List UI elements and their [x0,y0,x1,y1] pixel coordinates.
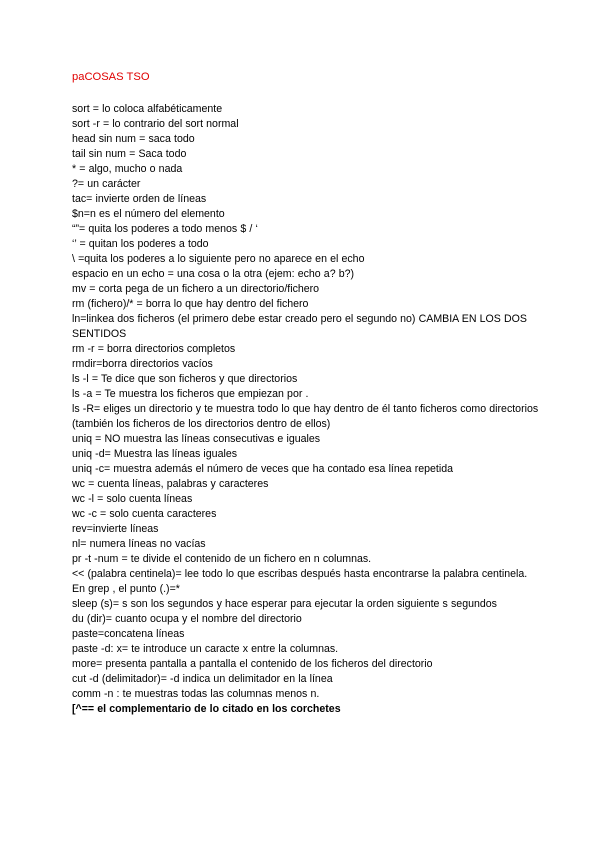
note-line: paste -d: x= te introduce un caracte x entre la columnas. [72,643,339,655]
notes-list [72,102,542,717]
note-line: wc -c = solo cuenta caracteres [72,508,217,520]
note-line: uniq -c= muestra además el número de veces que ha contado esa línea repetida [72,463,453,475]
note-line: ls -l = Te dice que son ficheros y que directorios [72,373,298,385]
note-line: sort -r = lo contrario del sort normal [72,118,239,130]
note-line: En grep , el punto (.)=* [72,583,180,595]
note-line: rm -r = borra directorios completos [72,343,236,355]
note-line: du (dir)= cuanto ocupa y el nombre del directorio [72,613,302,625]
document-title: paCOSAS TSO [72,71,150,83]
note-line: rev=invierte líneas [72,523,159,535]
note-line: ls -R= eliges un directorio y te muestra todo lo que hay dentro de él tanto ficheros como directorios (también los ficheros de los directorios dentro de ellos) [72,403,539,430]
note-line: pr -t -num = te divide el contenido de un fichero en n columnas. [72,553,372,565]
note-line: head sin num = saca todo [72,133,195,145]
note-line: wc = cuenta líneas, palabras y caracteres [72,478,269,490]
note-line: sleep (s)= s son los segundos y hace esperar para ejecutar la orden siguiente s segundos [72,598,497,610]
note-line: $n=n es el número del elemento [72,208,225,220]
note-line: espacio en un echo = una cosa o la otra (ejem: echo a? b?) [72,268,355,280]
note-line: * = algo, mucho o nada [72,163,183,175]
note-line: sort = lo coloca alfabéticamente [72,103,223,115]
document-page [72,70,542,717]
note-line: cut -d (delimitador)= -d indica un delimitador en la línea [72,673,333,685]
note-line: << (palabra centinela)= lee todo lo que escribas después hasta encontrarse la palabra centinela. [72,568,528,580]
note-line: paste=concatena líneas [72,628,185,640]
note-line: rm (fichero)/* = borra lo que hay dentro del fichero [72,298,309,310]
note-line: “”= quita los poderes a todo menos $ / ‘ [72,223,258,235]
note-line: nl= numera líneas no vacías [72,538,206,550]
note-line: [^== el complementario de lo citado en los corchetes [72,703,341,715]
note-line: ?= un carácter [72,178,141,190]
note-line: comm -n : te muestras todas las columnas menos n. [72,688,320,700]
note-line: tac= invierte orden de líneas [72,193,207,205]
note-line: uniq -d= Muestra las líneas iguales [72,448,238,460]
note-line: wc -l = solo cuenta líneas [72,493,193,505]
note-line: rmdir=borra directorios vacíos [72,358,213,370]
note-line: mv = corta pega de un fichero a un directorio/fichero [72,283,320,295]
note-line: tail sin num = Saca todo [72,148,187,160]
note-line: ‘’ = quitan los poderes a todo [72,238,209,250]
note-line: ln=linkea dos ficheros (el primero debe estar creado pero el segundo no) CAMBIA EN LOS DOS SENTIDOS [72,313,527,340]
note-line: uniq = NO muestra las líneas consecutivas e iguales [72,433,321,445]
note-line: more= presenta pantalla a pantalla el contenido de los ficheros del directorio [72,658,433,670]
note-line: ls -a = Te muestra los ficheros que empiezan por . [72,388,309,400]
note-line: \ =quita los poderes a lo siguiente pero no aparece en el echo [72,253,365,265]
